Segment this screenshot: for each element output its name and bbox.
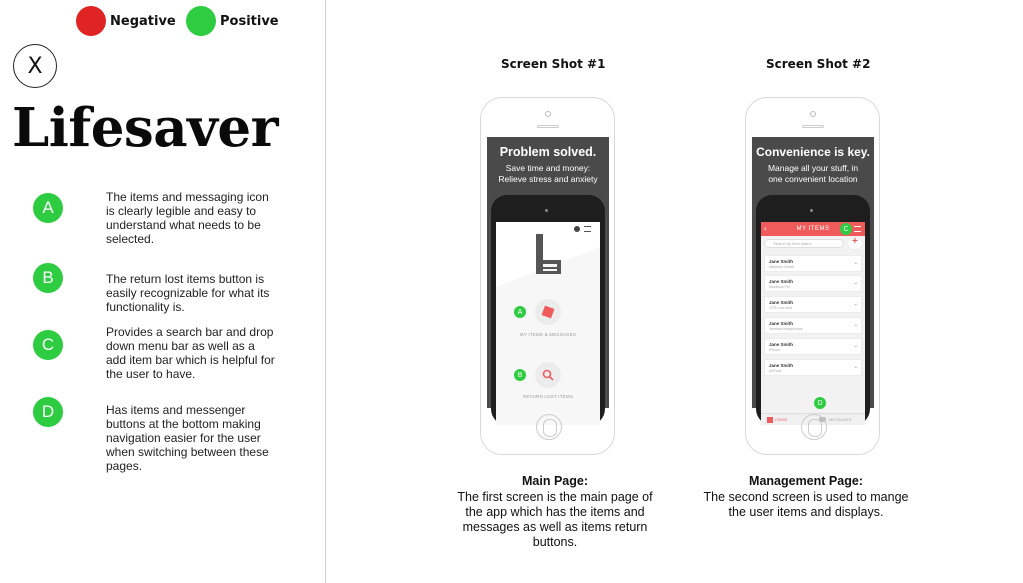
- my-items-header: MY ITEMS: [761, 222, 865, 236]
- negative-legend-dot: [76, 6, 106, 36]
- inner-phone-frame: [491, 195, 605, 425]
- messages-tab[interactable]: MESSAGES: [829, 417, 852, 422]
- phone-mockup-1: [480, 97, 615, 455]
- promo-headline: Problem solved.: [499, 145, 597, 159]
- close-x-icon: X: [13, 44, 57, 88]
- badge-d: D: [814, 397, 826, 409]
- badge-c: C: [840, 223, 852, 235]
- screenshot-1-title: Screen Shot #1: [501, 57, 606, 71]
- badge-b: B: [514, 369, 526, 381]
- item-owner: Jane Smith: [769, 279, 794, 284]
- list-item[interactable]: [764, 296, 862, 313]
- my-items-messages-button[interactable]: [535, 299, 561, 325]
- return-lost-items-label: RETURN LOST ITEMS: [522, 394, 574, 399]
- menu-icon[interactable]: [584, 226, 591, 232]
- list-item[interactable]: [764, 317, 862, 334]
- list-item[interactable]: [764, 255, 862, 272]
- lifesaver-logo: [533, 234, 563, 274]
- caption-title-2: Management Page:: [749, 474, 863, 488]
- vertical-divider: [325, 0, 326, 583]
- my-items-messages-label: MY ITEMS & MESSAGES: [519, 332, 577, 337]
- item-name: MacBook Pro: [769, 285, 791, 289]
- app-title: Lifesaver: [12, 97, 279, 159]
- positive-legend-dot: [186, 6, 216, 36]
- plus-icon: +: [852, 236, 858, 247]
- note-badge-b: B: [33, 263, 63, 293]
- management-page-screen: [761, 222, 865, 425]
- positive-legend-label: Positive: [220, 14, 279, 29]
- chevron-down-icon[interactable]: ⌄: [853, 322, 858, 328]
- speaker-grille: [537, 125, 559, 128]
- list-item[interactable]: [764, 275, 862, 292]
- promo-subtext-line-1: Save time and money:: [505, 163, 591, 173]
- promo-subtext-line-1: Manage all your stuff, in: [767, 163, 859, 173]
- note-text-d: Has items and messenger buttons at the bottom making navigation easier for the user when switching between these pages.: [106, 403, 269, 473]
- phone-screen-1: [487, 137, 609, 408]
- item-owner: Jane Smith: [769, 321, 794, 326]
- add-item-button[interactable]: [847, 237, 863, 250]
- menu-icon[interactable]: [854, 226, 861, 232]
- chevron-down-icon[interactable]: ⌄: [853, 301, 858, 307]
- list-item[interactable]: [764, 359, 862, 376]
- main-page-screen: [496, 222, 600, 425]
- return-lost-items-button[interactable]: [535, 362, 561, 388]
- note-badge-a: A: [33, 193, 63, 223]
- phone-screen-2: [752, 137, 874, 422]
- note-badge-d: D: [33, 397, 63, 427]
- caption-title-1: Main Page:: [522, 474, 588, 488]
- badge-a: A: [514, 306, 526, 318]
- package-icon: [542, 306, 555, 319]
- home-button: [801, 414, 827, 440]
- speaker-grille: [802, 125, 824, 128]
- items-tab-icon[interactable]: [767, 417, 773, 423]
- note-text-b: The return lost items button is easily recognizable for what its functionality is.: [106, 272, 270, 314]
- item-name: Wireless headphones: [769, 327, 803, 331]
- inner-camera-icon: [545, 209, 548, 212]
- item-owner: Jane Smith: [769, 342, 794, 347]
- note-text-c: Provides a search bar and drop down menu bar as well as a add item bar which is helpful for the user to have.: [106, 325, 275, 381]
- note-text-a: The items and messaging icon is clearly legible and easy to understand what needs to be selected.: [106, 190, 269, 246]
- chevron-down-icon[interactable]: ⌄: [853, 280, 858, 286]
- screenshot-2-title: Screen Shot #2: [766, 57, 871, 71]
- item-owner: Jane Smith: [769, 259, 794, 264]
- camera-icon: [545, 111, 551, 117]
- item-name: iPhone: [769, 348, 780, 352]
- list-item[interactable]: [764, 338, 862, 355]
- search-icon: [542, 369, 554, 381]
- home-button: [536, 414, 562, 440]
- item-owner: Jane Smith: [769, 300, 794, 305]
- caption-text-1: The first screen is the main page of the app which has the items and messages as well as items return buttons.: [457, 490, 653, 549]
- back-chevron-icon[interactable]: ‹: [764, 224, 767, 233]
- inner-camera-icon: [810, 209, 813, 212]
- caption-text-2: The second screen is used to mange the user items and displays.: [703, 490, 909, 519]
- chevron-down-icon[interactable]: ⌄: [853, 260, 858, 266]
- item-name: Nintendo Switch: [769, 265, 795, 269]
- camera-icon: [810, 111, 816, 117]
- item-owner: Jane Smith: [769, 363, 794, 368]
- item-name: GTR Lord shirt: [769, 306, 792, 310]
- search-input[interactable]: Search by Item Name: [764, 239, 844, 248]
- promo-subtext-line-2: Relieve stress and anxiety: [498, 174, 598, 184]
- chevron-down-icon[interactable]: ⌄: [853, 364, 858, 370]
- inner-phone-frame: [756, 195, 870, 425]
- promo-headline: Convenience is key.: [756, 145, 870, 159]
- item-name: AirPods: [769, 369, 782, 373]
- chevron-down-icon[interactable]: ⌄: [853, 343, 858, 349]
- promo-subtext-line-2: one convenient location: [768, 174, 858, 184]
- items-tab[interactable]: ITEMS: [775, 417, 788, 422]
- negative-legend-label: Negative: [110, 14, 176, 29]
- settings-icon[interactable]: [574, 226, 580, 232]
- note-badge-c: C: [33, 330, 63, 360]
- phone-mockup-2: [745, 97, 880, 455]
